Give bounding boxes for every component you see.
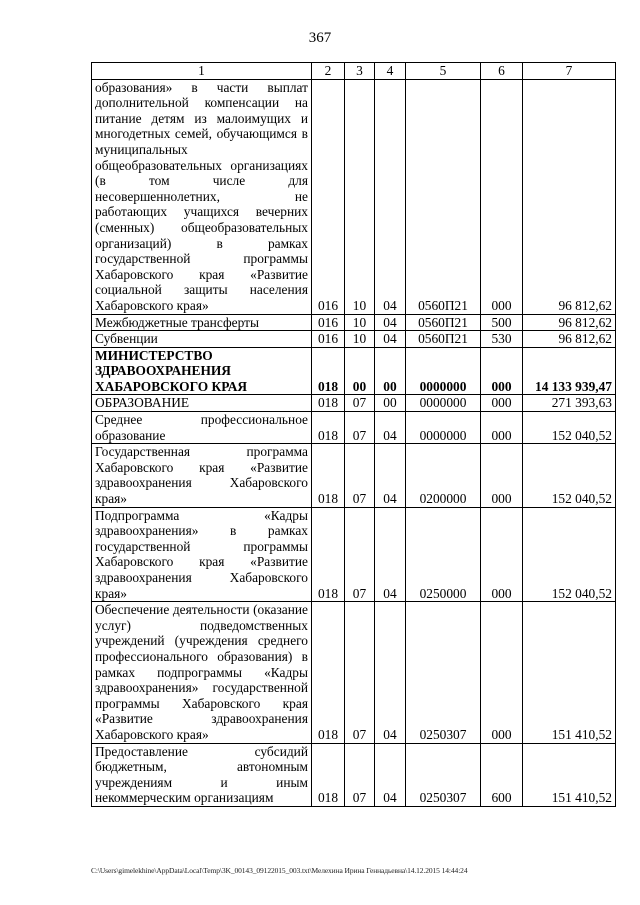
cell-amount: 96 812,62 [523, 79, 616, 314]
cell-section: 10 [345, 79, 375, 314]
header-col-5: 5 [406, 63, 481, 80]
cell-section: 00 [345, 347, 375, 395]
cell-subsection: 00 [375, 395, 406, 412]
row-name: ОБРАЗОВАНИЕ [92, 395, 312, 412]
cell-section: 07 [345, 507, 375, 602]
table-row [92, 444, 616, 507]
cell-amount: 96 812,62 [523, 331, 616, 348]
header-col-2: 2 [312, 63, 345, 80]
row-name: Государственная программа Хабаровского края «Развитие здравоохранения Хабаровского края» [92, 444, 312, 507]
cell-amount: 151 410,52 [523, 743, 616, 806]
cell-target-item: 0000000 [406, 412, 481, 444]
cell-expense-type: 530 [481, 331, 523, 348]
cell-subsection: 04 [375, 412, 406, 444]
cell-expense-type: 000 [481, 347, 523, 395]
cell-amount: 152 040,52 [523, 507, 616, 602]
cell-amount: 271 393,63 [523, 395, 616, 412]
cell-expense-type: 000 [481, 395, 523, 412]
cell-subsection: 04 [375, 331, 406, 348]
row-name: Субвенции [92, 331, 312, 348]
budget-table [91, 62, 616, 807]
table-row [92, 347, 616, 395]
cell-subsection: 04 [375, 314, 406, 331]
page-number: 367 [308, 30, 332, 46]
cell-section: 10 [345, 314, 375, 331]
cell-admin-code: 018 [312, 602, 345, 743]
row-name: образования» в части выплат дополнительной компенсации на питание детям из малоимущих и многодетных семей, обучающимся в муниципальных общеобразовательных организациях (в том числе для несовершеннолетних, не работающих учащихся вечерних (сменных) общеобразовательных организаций) в рамках государственной программы Хабаровского края «Развитие социальной защиты населения Хабаровского края» [92, 79, 312, 314]
cell-expense-type: 000 [481, 602, 523, 743]
table-row [92, 602, 616, 743]
cell-expense-type: 500 [481, 314, 523, 331]
file-path-footer: C:\Users\gimelekhine\AppData\Local\Temp\3K_00143_09122015_003.txt\Мелехина Ирина Геннадьевна\14.12.2015 14:44:24 [91, 866, 468, 875]
cell-admin-code: 018 [312, 444, 345, 507]
cell-section: 07 [345, 444, 375, 507]
table-row [92, 331, 616, 348]
table-row [92, 412, 616, 444]
cell-target-item: 0000000 [406, 395, 481, 412]
cell-expense-type: 600 [481, 743, 523, 806]
cell-subsection: 04 [375, 444, 406, 507]
cell-admin-code: 016 [312, 331, 345, 348]
cell-section: 07 [345, 395, 375, 412]
row-name: Межбюджетные трансферты [92, 314, 312, 331]
cell-expense-type: 000 [481, 79, 523, 314]
cell-target-item: 0000000 [406, 347, 481, 395]
cell-target-item: 0250307 [406, 743, 481, 806]
cell-amount: 152 040,52 [523, 444, 616, 507]
header-col-3: 3 [345, 63, 375, 80]
row-name: Предоставление субсидий бюджетным, автономным учреждениям и иным некоммерческим организациям [92, 743, 312, 806]
cell-subsection: 04 [375, 602, 406, 743]
table-row [92, 314, 616, 331]
header-row [92, 63, 616, 80]
row-name: Обеспечение деятельности (оказание услуг) подведомственных учреждений (учреждения среднего профессионального образования) в рамках подпрограммы «Кадры здравоохранения» государственной программы Хабаровского края «Развитие здравоохранения Хабаровского края» [92, 602, 312, 743]
header-col-6: 6 [481, 63, 523, 80]
cell-amount: 151 410,52 [523, 602, 616, 743]
cell-section: 10 [345, 331, 375, 348]
cell-section: 07 [345, 412, 375, 444]
cell-amount: 96 812,62 [523, 314, 616, 331]
header-col-1: 1 [92, 63, 312, 80]
cell-amount: 152 040,52 [523, 412, 616, 444]
table-row [92, 743, 616, 806]
cell-expense-type: 000 [481, 444, 523, 507]
cell-section: 07 [345, 602, 375, 743]
cell-target-item: 0560П21 [406, 314, 481, 331]
cell-target-item: 0250000 [406, 507, 481, 602]
cell-subsection: 04 [375, 743, 406, 806]
table-row [92, 79, 616, 314]
cell-expense-type: 000 [481, 507, 523, 602]
cell-target-item: 0250307 [406, 602, 481, 743]
row-name: Среднее профессиональное образование [92, 412, 312, 444]
cell-expense-type: 000 [481, 412, 523, 444]
cell-target-item: 0200000 [406, 444, 481, 507]
row-name: Подпрограмма «Кадры здравоохранения» в рамках государственной программы Хабаровского края «Развитие здравоохранения Хабаровского края» [92, 507, 312, 602]
table-row [92, 507, 616, 602]
cell-admin-code: 018 [312, 507, 345, 602]
header-col-4: 4 [375, 63, 406, 80]
cell-subsection: 04 [375, 79, 406, 314]
cell-admin-code: 018 [312, 395, 345, 412]
cell-admin-code: 018 [312, 412, 345, 444]
cell-target-item: 0560П21 [406, 79, 481, 314]
table-row [92, 395, 616, 412]
cell-amount: 14 133 939,47 [523, 347, 616, 395]
cell-section: 07 [345, 743, 375, 806]
cell-admin-code: 016 [312, 314, 345, 331]
cell-target-item: 0560П21 [406, 331, 481, 348]
cell-subsection: 00 [375, 347, 406, 395]
cell-admin-code: 016 [312, 79, 345, 314]
cell-admin-code: 018 [312, 347, 345, 395]
row-name: МИНИСТЕРСТВО ЗДРАВООХРАНЕНИЯ ХАБАРОВСКОГО КРАЯ [92, 347, 312, 395]
header-col-7: 7 [523, 63, 616, 80]
cell-admin-code: 018 [312, 743, 345, 806]
cell-subsection: 04 [375, 507, 406, 602]
